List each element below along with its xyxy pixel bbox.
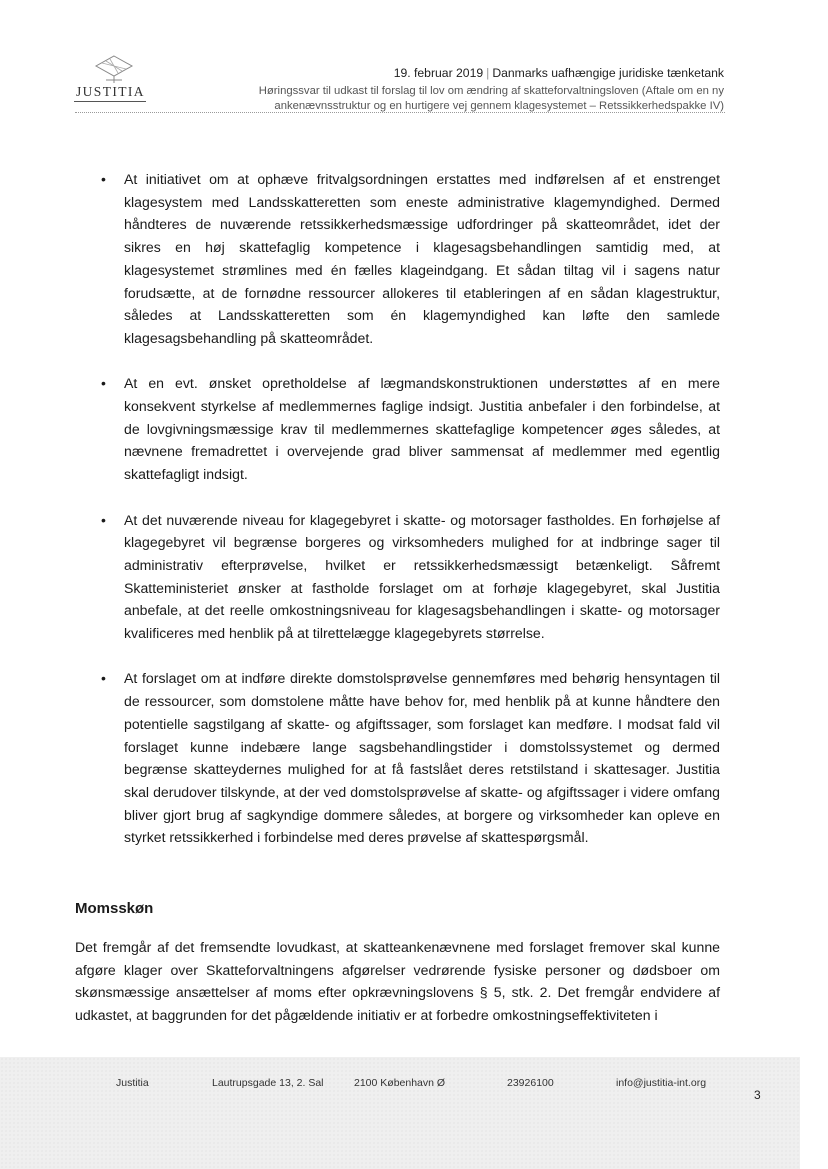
header-separator: |	[486, 66, 490, 80]
bullet-icon: •	[101, 670, 106, 687]
header-date-line	[394, 66, 724, 80]
header-divider	[75, 112, 725, 113]
header-description	[204, 84, 724, 113]
list-item-text: At en evt. ønsket opretholdelse af lægmandskonstruktionen understøttes af en mere konsekvent styrkelse af medlemmernes faglige indsigt. Justitia anbefaler i den forbindelse, at de lovgivningsmæssige krav til medlemmernes skattefaglige kompetencer øges således, at nævnene fremadrettet i overvejende grad bliver sammensat af medlemmer med egentlig skattefagligt indsigt.	[124, 375, 720, 483]
list-item-text: At det nuværende niveau for klagegebyret i skatte- og motorsager fastholdes. En forhøjelse af klagegebyret vil begrænse borgeres og virksomheders mulighed for at indbringe sager til administrativ efterprøvelse, hvilket er retssikkerhedsmæssigt betænkeligt. Såfremt Skatteministeriet ønsker at fastholde forslaget om at forhøje klagegebyret, skal Justitia anbefale, at det reelle omkostningsniveau for klagesagsbehandlingen i skatte- og motorsager kvalificeres med henblik på at tilrettelægge klagegebyrets størrelse.	[124, 511, 720, 642]
list-item	[75, 372, 720, 486]
list-item-text: At forslaget om at indføre direkte domstolsprøvelse gennemføres med behørig hensyntagen til de ressourcer, som domstolene måtte have behov for, med henblik på at kunne håndtere den potentielle sagstilgang af skatte- og afgiftssager, som forslaget kan medføre. I modsat fald vil forslaget kunne indebære lange sagsbehandlingstider i domstolssystemet og dermed begrænse skatteydernes mulighed for at få fastslået deres retstilstand i skattesager. Justitia skal derudover tilskynde, at der ved domstolsprøvelse af skatte- og afgiftssager i videre omfang bliver gjort brug af sagkyndige dommere således, at borgere og virksomheder kan opleve en styrket retssikkerhed i forbindelse med deres prøvelse af skattespørgsmål.	[124, 670, 720, 846]
page-number: 3	[754, 1088, 761, 1102]
header-org: Danmarks uafhængige juridiske tænketank	[492, 66, 724, 80]
footer-phone: 23926100	[507, 1077, 554, 1089]
page-footer	[0, 1057, 800, 1169]
section-heading: Momsskøn	[75, 900, 154, 917]
list-item	[75, 168, 720, 350]
logo-text: JUSTITIA	[76, 84, 145, 99]
header-desc-line-2: ankenævnsstruktur og en hurtigere vej gennem klagesystemet – Retssikkerhedspakke IV)	[274, 99, 724, 112]
header-desc-line-1: Høringssvar til udkast til forslag til lov om ændring af skatteforvaltningsloven (Aftale om en ny	[258, 85, 724, 97]
footer-name: Justitia	[116, 1077, 149, 1089]
justitia-logo	[74, 54, 154, 100]
bullet-icon: •	[101, 375, 106, 392]
list-item-text: At initiativet om at ophæve fritvalgsordningen erstattes med indførelsen af et enstrenget klagesystem med Landsskatteretten som eneste administrative klagemyndighed. Dermed håndteres de nuværende retssikkerhedsmæssige udfordringer på skatteområdet, idet der sikres en høj skattefaglig kompetence i klagesagsbehandlingen samtidig med, at klagesystemet strømlines med én fælles klageindgang. Et sådan tiltag vil i sagens natur forudsætte, at de fornødne ressourcer allokeres til etableringen af en sådan klagestruktur, således at Landsskatteretten som én klagemyndighed kan løfte den samlede klagesagsbehandling på skatteområdet.	[124, 171, 720, 346]
footer-address: Lautrupsgade 13, 2. Sal	[212, 1077, 324, 1089]
list-item	[75, 509, 720, 645]
footer-city: 2100 København Ø	[354, 1077, 446, 1089]
header-date: 19. februar 2019	[393, 66, 484, 80]
footer-email[interactable]: info@justitia-int.org	[616, 1077, 707, 1089]
body-paragraph: Det fremgår af det fremsendte lovudkast, at skatteankenævnene med forslaget fremover skal kunne afgøre klager over Skatteforvaltningens afgørelser vedrørende fysiske personer og dødsboer om skønsmæssige ansættelser af moms efter opkrævningslovens § 5, stk. 2. Det fremgår endvidere af udkastet, at baggrunden for det pågældende initiativ er at forbedre omkostningseffektiviteten i	[75, 939, 720, 1024]
bullet-icon: •	[101, 171, 106, 187]
list-item	[75, 667, 720, 849]
logo-emblem-icon	[92, 54, 136, 84]
bullet-icon: •	[101, 511, 106, 528]
recommendation-list	[75, 168, 720, 872]
logo-underline	[74, 101, 146, 102]
